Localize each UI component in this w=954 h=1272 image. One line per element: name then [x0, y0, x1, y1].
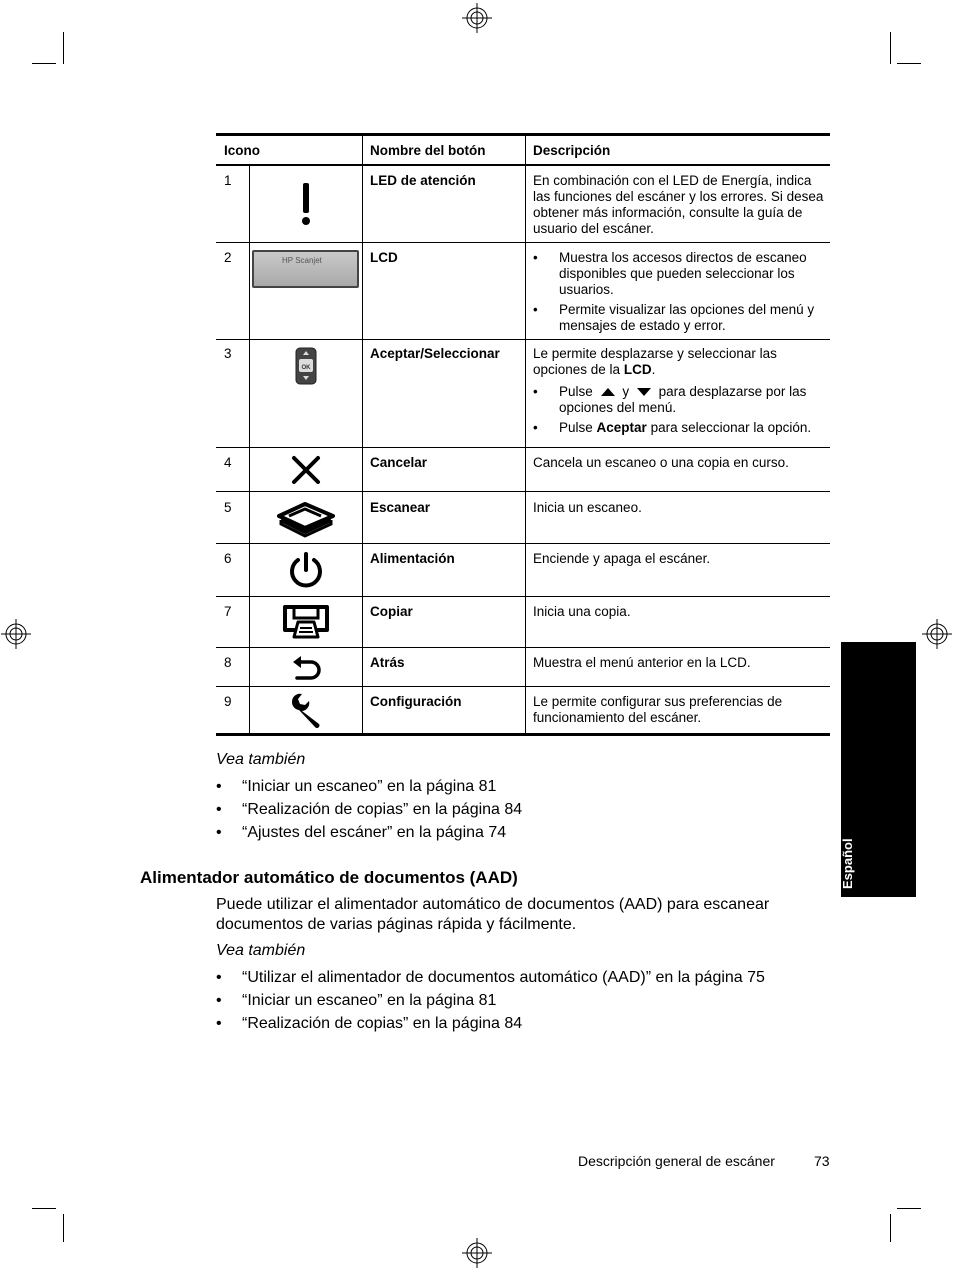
row-divider: [216, 242, 830, 243]
header-descripcion: Descripción: [533, 143, 611, 158]
crop-mark: [32, 1208, 56, 1209]
button-name: LCD: [370, 250, 398, 265]
header-icono: Icono: [224, 143, 260, 158]
desc-text: para desplazarse por las opciones del menú.: [559, 384, 807, 415]
button-name: Copiar: [370, 604, 413, 619]
row-number: 2: [224, 250, 232, 265]
crop-mark: [32, 63, 56, 64]
button-name: Escanear: [370, 500, 431, 515]
desc-text: Pulse: [559, 420, 597, 435]
crop-mark: [63, 1214, 64, 1242]
row-number: 1: [224, 173, 232, 188]
desc-bold: Aceptar: [596, 420, 647, 435]
crop-mark: [897, 63, 921, 64]
lcd-label: HP Scanjet: [282, 255, 322, 265]
column-divider: [525, 135, 526, 733]
power-icon: [250, 544, 362, 596]
row-number: 3: [224, 346, 232, 361]
up-arrow-icon: [600, 387, 616, 397]
see-also-link[interactable]: • “Ajustes del escáner” en la página 74: [216, 823, 522, 846]
registration-mark-icon: [922, 619, 952, 649]
language-side-tab: [841, 642, 916, 897]
button-description: En combinación con el LED de Energía, indica las funciones del escáner y los errores. Si desea obtener más información, consulte la guía de usuario del escáner.: [533, 173, 824, 236]
button-description: Enciende y apaga el escáner.: [533, 551, 711, 566]
table-bottom-rule: [216, 733, 830, 736]
section-paragraph: Puede utilizar el alimentador automático de documentos (AAD) para escanear documentos de varias páginas rápida y fácilmente.: [216, 896, 770, 933]
row-number: 9: [224, 694, 232, 709]
scan-icon: [250, 492, 362, 543]
crop-mark: [897, 1208, 921, 1209]
description-bullet: [533, 384, 825, 416]
row-number: 8: [224, 655, 232, 670]
wrench-icon: [250, 687, 362, 733]
desc-text: para seleccionar la opción.: [646, 420, 812, 435]
table-top-rule: [216, 133, 830, 136]
description-bullet: • Permite visualizar las opciones del menú y mensajes de estado y error.: [533, 302, 825, 334]
ok-navigation-icon: [294, 347, 318, 385]
crop-mark: [890, 1214, 891, 1242]
see-also-link[interactable]: • “Iniciar un escaneo” en la página 81: [216, 991, 765, 1014]
row-divider: [216, 339, 830, 340]
registration-mark-icon: [462, 1238, 492, 1268]
header-nombre: Nombre del botón: [370, 143, 486, 158]
button-name: Alimentación: [370, 551, 455, 566]
exclamation-icon: [250, 167, 362, 242]
see-also-list: [216, 968, 765, 1037]
desc-text: .: [651, 362, 656, 377]
see-also-label: Vea también: [216, 751, 306, 768]
button-description: Inicia un escaneo.: [533, 500, 642, 515]
row-number: 6: [224, 551, 232, 566]
see-also-link[interactable]: • “Realización de copias” en la página 84: [216, 1014, 765, 1037]
registration-mark-icon: [1, 619, 31, 649]
button-name: LED de atención: [370, 173, 476, 188]
registration-mark-icon: [462, 3, 492, 33]
button-description: Inicia una copia.: [533, 604, 631, 619]
see-also-link[interactable]: • “Realización de copias” en la página 84: [216, 800, 522, 823]
see-also-label: Vea también: [216, 942, 306, 959]
button-name: Aceptar/Seleccionar: [370, 346, 500, 361]
see-also-link[interactable]: • “Utilizar el alimentador de documentos automático (AAD)” en la página 75: [216, 968, 765, 991]
see-also-link[interactable]: • “Iniciar un escaneo” en la página 81: [216, 777, 522, 800]
header-rule: [216, 164, 830, 166]
column-divider: [362, 135, 363, 733]
button-description: Le permite configurar sus preferencias de funcionamiento del escáner.: [533, 694, 783, 725]
lcd-display-icon: [252, 250, 359, 287]
section-heading: Alimentador automático de documentos (AAD): [140, 868, 518, 887]
back-arrow-icon: [250, 648, 362, 686]
footer-section-title: Descripción general de escáner: [578, 1153, 775, 1169]
crop-mark: [890, 32, 891, 64]
page-number: 73: [814, 1153, 830, 1169]
copy-icon: [250, 597, 362, 647]
side-tab-label: Español: [840, 838, 855, 889]
description-bullet: • Muestra los accesos directos de escaneo disponibles que pueden seleccionar los usuarios.: [533, 250, 825, 298]
desc-text: Pulse: [559, 384, 593, 399]
button-description: Cancela un escaneo o una copia en curso.: [533, 455, 789, 470]
row-number: 4: [224, 455, 232, 470]
row-number: 5: [224, 500, 232, 515]
down-arrow-icon: [636, 387, 652, 397]
crop-mark: [63, 32, 64, 64]
description-bullet: [533, 420, 825, 436]
button-name: Cancelar: [370, 455, 428, 470]
desc-text: Le permite desplazarse y seleccionar las opciones de la: [533, 346, 777, 377]
button-description: [533, 250, 825, 338]
cancel-x-icon: [250, 448, 362, 491]
desc-text: y: [622, 384, 630, 399]
see-also-list: [216, 777, 522, 846]
desc-bold: LCD: [623, 362, 652, 377]
ok-label: OK: [301, 365, 311, 371]
button-name: Configuración: [370, 694, 462, 709]
row-number: 7: [224, 604, 232, 619]
button-description: Muestra el menú anterior en la LCD.: [533, 655, 751, 670]
button-description: [533, 346, 825, 440]
button-name: Atrás: [370, 655, 405, 670]
